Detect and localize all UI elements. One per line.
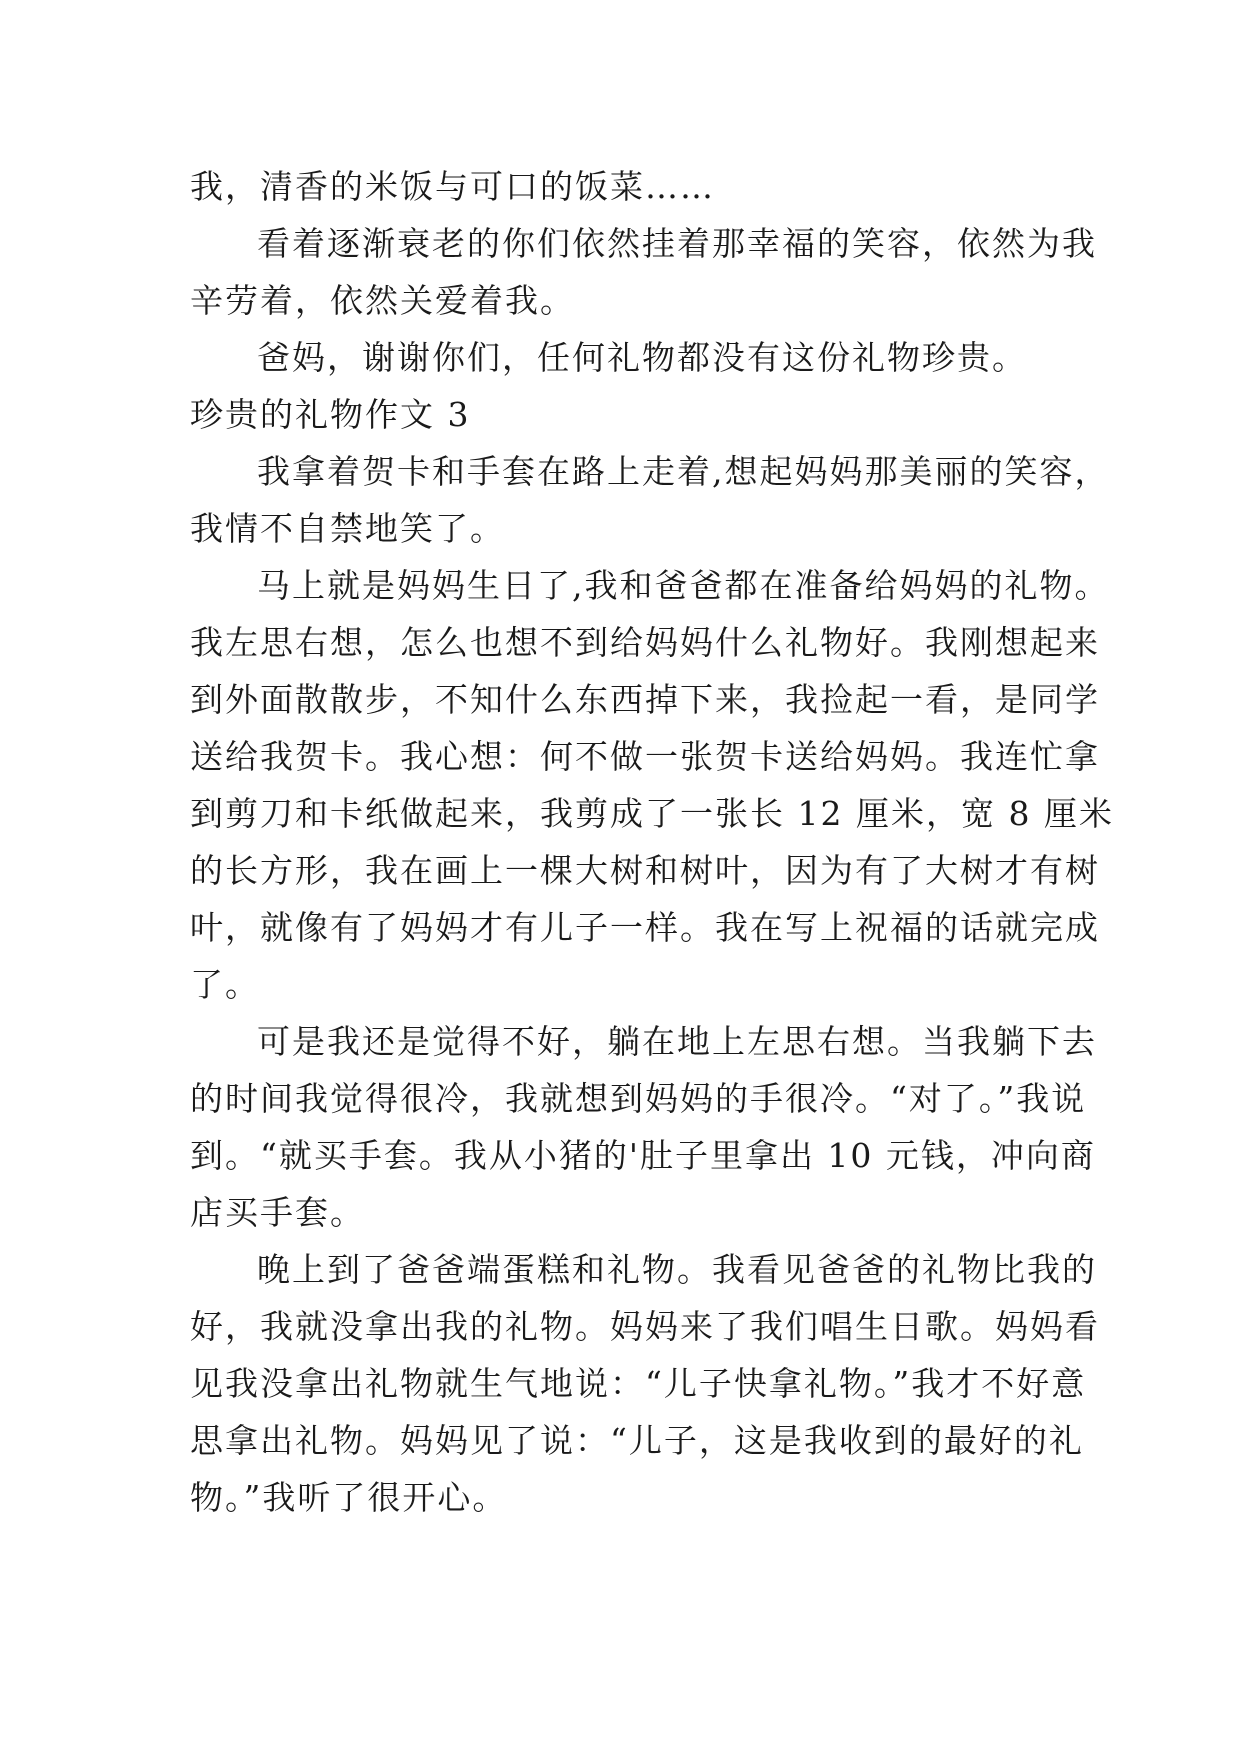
text-line: 送给我贺卡。我心想：何不做一张贺卡送给妈妈。我连忙拿 xyxy=(190,737,1100,776)
text-line: 我，清香的米饭与可口的饭菜…… xyxy=(190,167,715,206)
text-line: 我左思右想，怎么也想不到给妈妈什么礼物好。我刚想起来 xyxy=(190,623,1100,662)
text-line: 马上就是妈妈生日了,我和爸爸都在准备给妈妈的礼物。 xyxy=(257,566,1110,605)
text-line: 物。”我听了很开心。 xyxy=(190,1478,508,1517)
text-line: 的时间我觉得很冷，我就想到妈妈的手很冷。“对了。”我说 xyxy=(190,1079,1087,1118)
text-line: 可是我还是觉得不好，躺在地上左思右想。当我躺下去 xyxy=(257,1022,1097,1061)
text-line: 了。 xyxy=(190,965,260,1004)
text-line: 爸妈，谢谢你们，任何礼物都没有这份礼物珍贵。 xyxy=(257,338,1027,377)
text-line: 到剪刀和卡纸做起来，我剪成了一张长 12 厘米，宽 8 厘米 xyxy=(190,794,1114,833)
text-line: 到外面散散步，不知什么东西掉下来，我捡起一看，是同学 xyxy=(190,680,1100,719)
text-line: 我情不自禁地笑了。 xyxy=(190,509,505,548)
text-line: 见我没拿出礼物就生气地说：“儿子快拿礼物。”我才不好意 xyxy=(190,1364,1087,1403)
text-line: 的长方形，我在画上一棵大树和树叶，因为有了大树才有树 xyxy=(190,851,1100,890)
text-line: 晚上到了爸爸端蛋糕和礼物。我看见爸爸的礼物比我的 xyxy=(257,1250,1097,1289)
text-line: 辛劳着，依然关爱着我。 xyxy=(190,281,575,320)
text-line: 看着逐渐衰老的你们依然挂着那幸福的笑容，依然为我 xyxy=(257,224,1097,263)
text-line: 我拿着贺卡和手套在路上走着,想起妈妈那美丽的笑容， xyxy=(257,452,1110,491)
text-line: 店买手套。 xyxy=(190,1193,365,1232)
document-body xyxy=(190,158,1114,1526)
text-line: 到。“就买手套。我从小猪的'肚子里拿出 10 元钱，冲向商 xyxy=(190,1136,1096,1175)
text-line: 好，我就没拿出我的礼物。妈妈来了我们唱生日歌。妈妈看 xyxy=(190,1307,1100,1346)
text-line: 思拿出礼物。妈妈见了说：“儿子，这是我收到的最好的礼 xyxy=(190,1421,1084,1460)
text-line: 叶，就像有了妈妈才有儿子一样。我在写上祝福的话就完成 xyxy=(190,908,1100,947)
section-heading: 珍贵的礼物作文 3 xyxy=(190,395,471,434)
